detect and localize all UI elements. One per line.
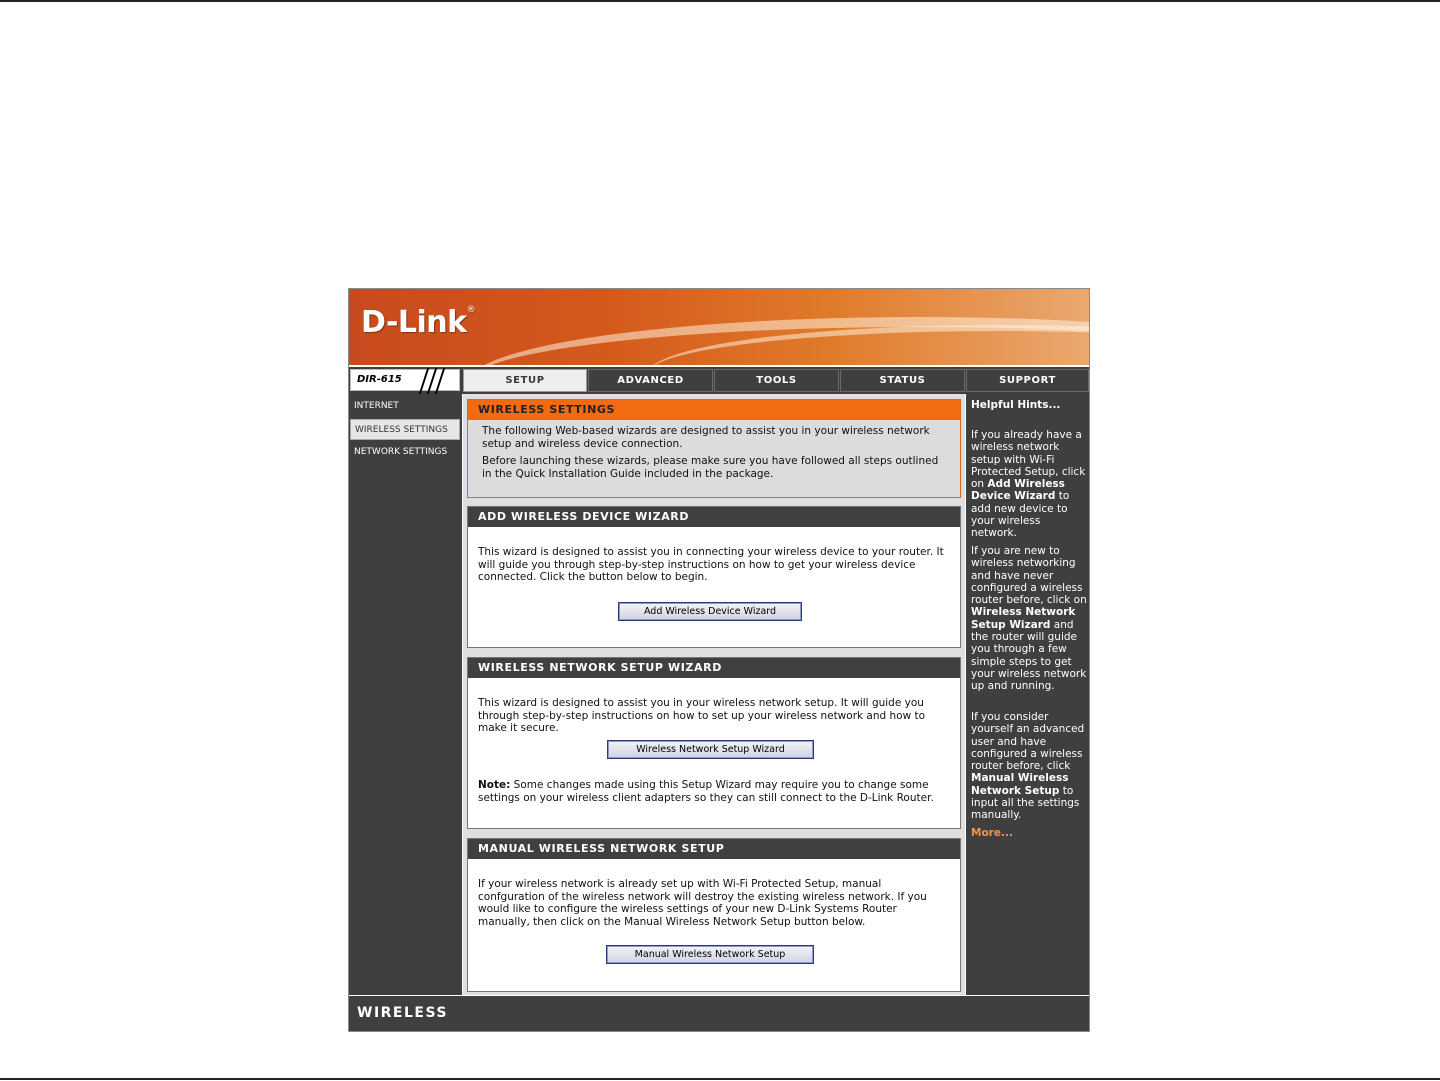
hints-title: Helpful Hints...: [971, 399, 1061, 411]
tab-status[interactable]: STATUS: [840, 369, 965, 392]
section-title: MANUAL WIRELESS NETWORK SETUP: [468, 839, 960, 859]
hint-paragraph: If you consider yourself an advanced user and have configured a wireless router before, click Manual Wireless Network Setup to input all the settings manually.: [971, 711, 1085, 822]
top-rule: [0, 0, 1440, 2]
model-badge: [350, 369, 460, 391]
tab-tools[interactable]: TOOLS: [714, 369, 839, 392]
manual-wireless-network-setup-button[interactable]: Manual Wireless Network Setup: [606, 945, 814, 964]
section-text: This wizard is designed to assist you in your wireless network setup. It will guide you through step-by-step instructions on how to set up your wireless network and how to make it secure.: [478, 697, 926, 734]
section-title: WIRELESS SETTINGS: [468, 400, 960, 420]
wireless-settings-section: [467, 399, 961, 498]
sidebar-item-network-settings[interactable]: NETWORK SETTINGS: [354, 447, 448, 457]
dlink-logo: D-Link®: [361, 305, 476, 340]
model-name: DIR-615: [357, 374, 402, 385]
sidebar: [349, 394, 462, 995]
section-title: WIRELESS NETWORK SETUP WIZARD: [468, 658, 960, 678]
intro-text: The following Web-based wizards are designed to assist you in your wireless network setup and wireless device connection.: [482, 425, 930, 450]
section-text: This wizard is designed to assist you in connecting your wireless device to your router. It will guide you through step-by-step instructions on how to get your wireless device connected. Click the button below to begin.: [478, 546, 944, 583]
sidebar-item-internet[interactable]: INTERNET: [354, 401, 399, 411]
note-body: Some changes made using this Setup Wizard may require you to change some settings on your wireless client adapters so they can still connect to the D-Link Router.: [478, 779, 934, 804]
tab-support[interactable]: SUPPORT: [966, 369, 1089, 392]
add-wireless-device-wizard-button[interactable]: Add Wireless Device Wizard: [618, 602, 802, 621]
more-link[interactable]: More...: [971, 827, 1013, 839]
manual-wireless-setup-section: [467, 838, 961, 992]
top-nav: [349, 367, 1089, 394]
helpful-hints-panel: [966, 394, 1089, 995]
main-content: [463, 394, 965, 995]
hint-paragraph: If you already have a wireless network setup with Wi-Fi Protected Setup, click on Add Wireless Device Wizard to add new device to your wireless network.: [971, 429, 1086, 540]
footer-bar: [349, 996, 1089, 1031]
tab-setup[interactable]: SETUP: [463, 369, 587, 392]
wireless-network-setup-section: [467, 657, 961, 829]
router-ui-frame: [348, 288, 1090, 1032]
banner: [349, 289, 1089, 365]
slash-decoration: [435, 368, 445, 394]
note-label: Note:: [478, 779, 511, 791]
note-text: [478, 779, 956, 804]
section-text: If your wireless network is already set up with Wi-Fi Protected Setup, manual confguration of the wireless network will destroy the existing wireless network. If you would like to configure the wireless settings of your new D-Link Systems Router manually, then click on the Manual Wireless Network Setup button below.: [478, 878, 927, 928]
add-wireless-device-section: [467, 506, 961, 648]
intro-text: Before launching these wizards, please make sure you have followed all steps outlined in the Quick Installation Guide included in the package.: [482, 455, 939, 480]
bottom-rule: [0, 1078, 1440, 1080]
hint-paragraph: If you are new to wireless networking and have never configured a wireless router before, click on Wireless Network Setup Wizard and the router will guide you through a few simple steps to get your wireless network up and running.: [971, 545, 1087, 693]
wireless-network-setup-wizard-button[interactable]: Wireless Network Setup Wizard: [607, 740, 814, 759]
sidebar-item-wireless-settings[interactable]: WIRELESS SETTINGS: [350, 419, 460, 440]
footer-label: WIRELESS: [357, 1005, 449, 1021]
tab-advanced[interactable]: ADVANCED: [588, 369, 713, 392]
section-title: ADD WIRELESS DEVICE WIZARD: [468, 507, 960, 527]
